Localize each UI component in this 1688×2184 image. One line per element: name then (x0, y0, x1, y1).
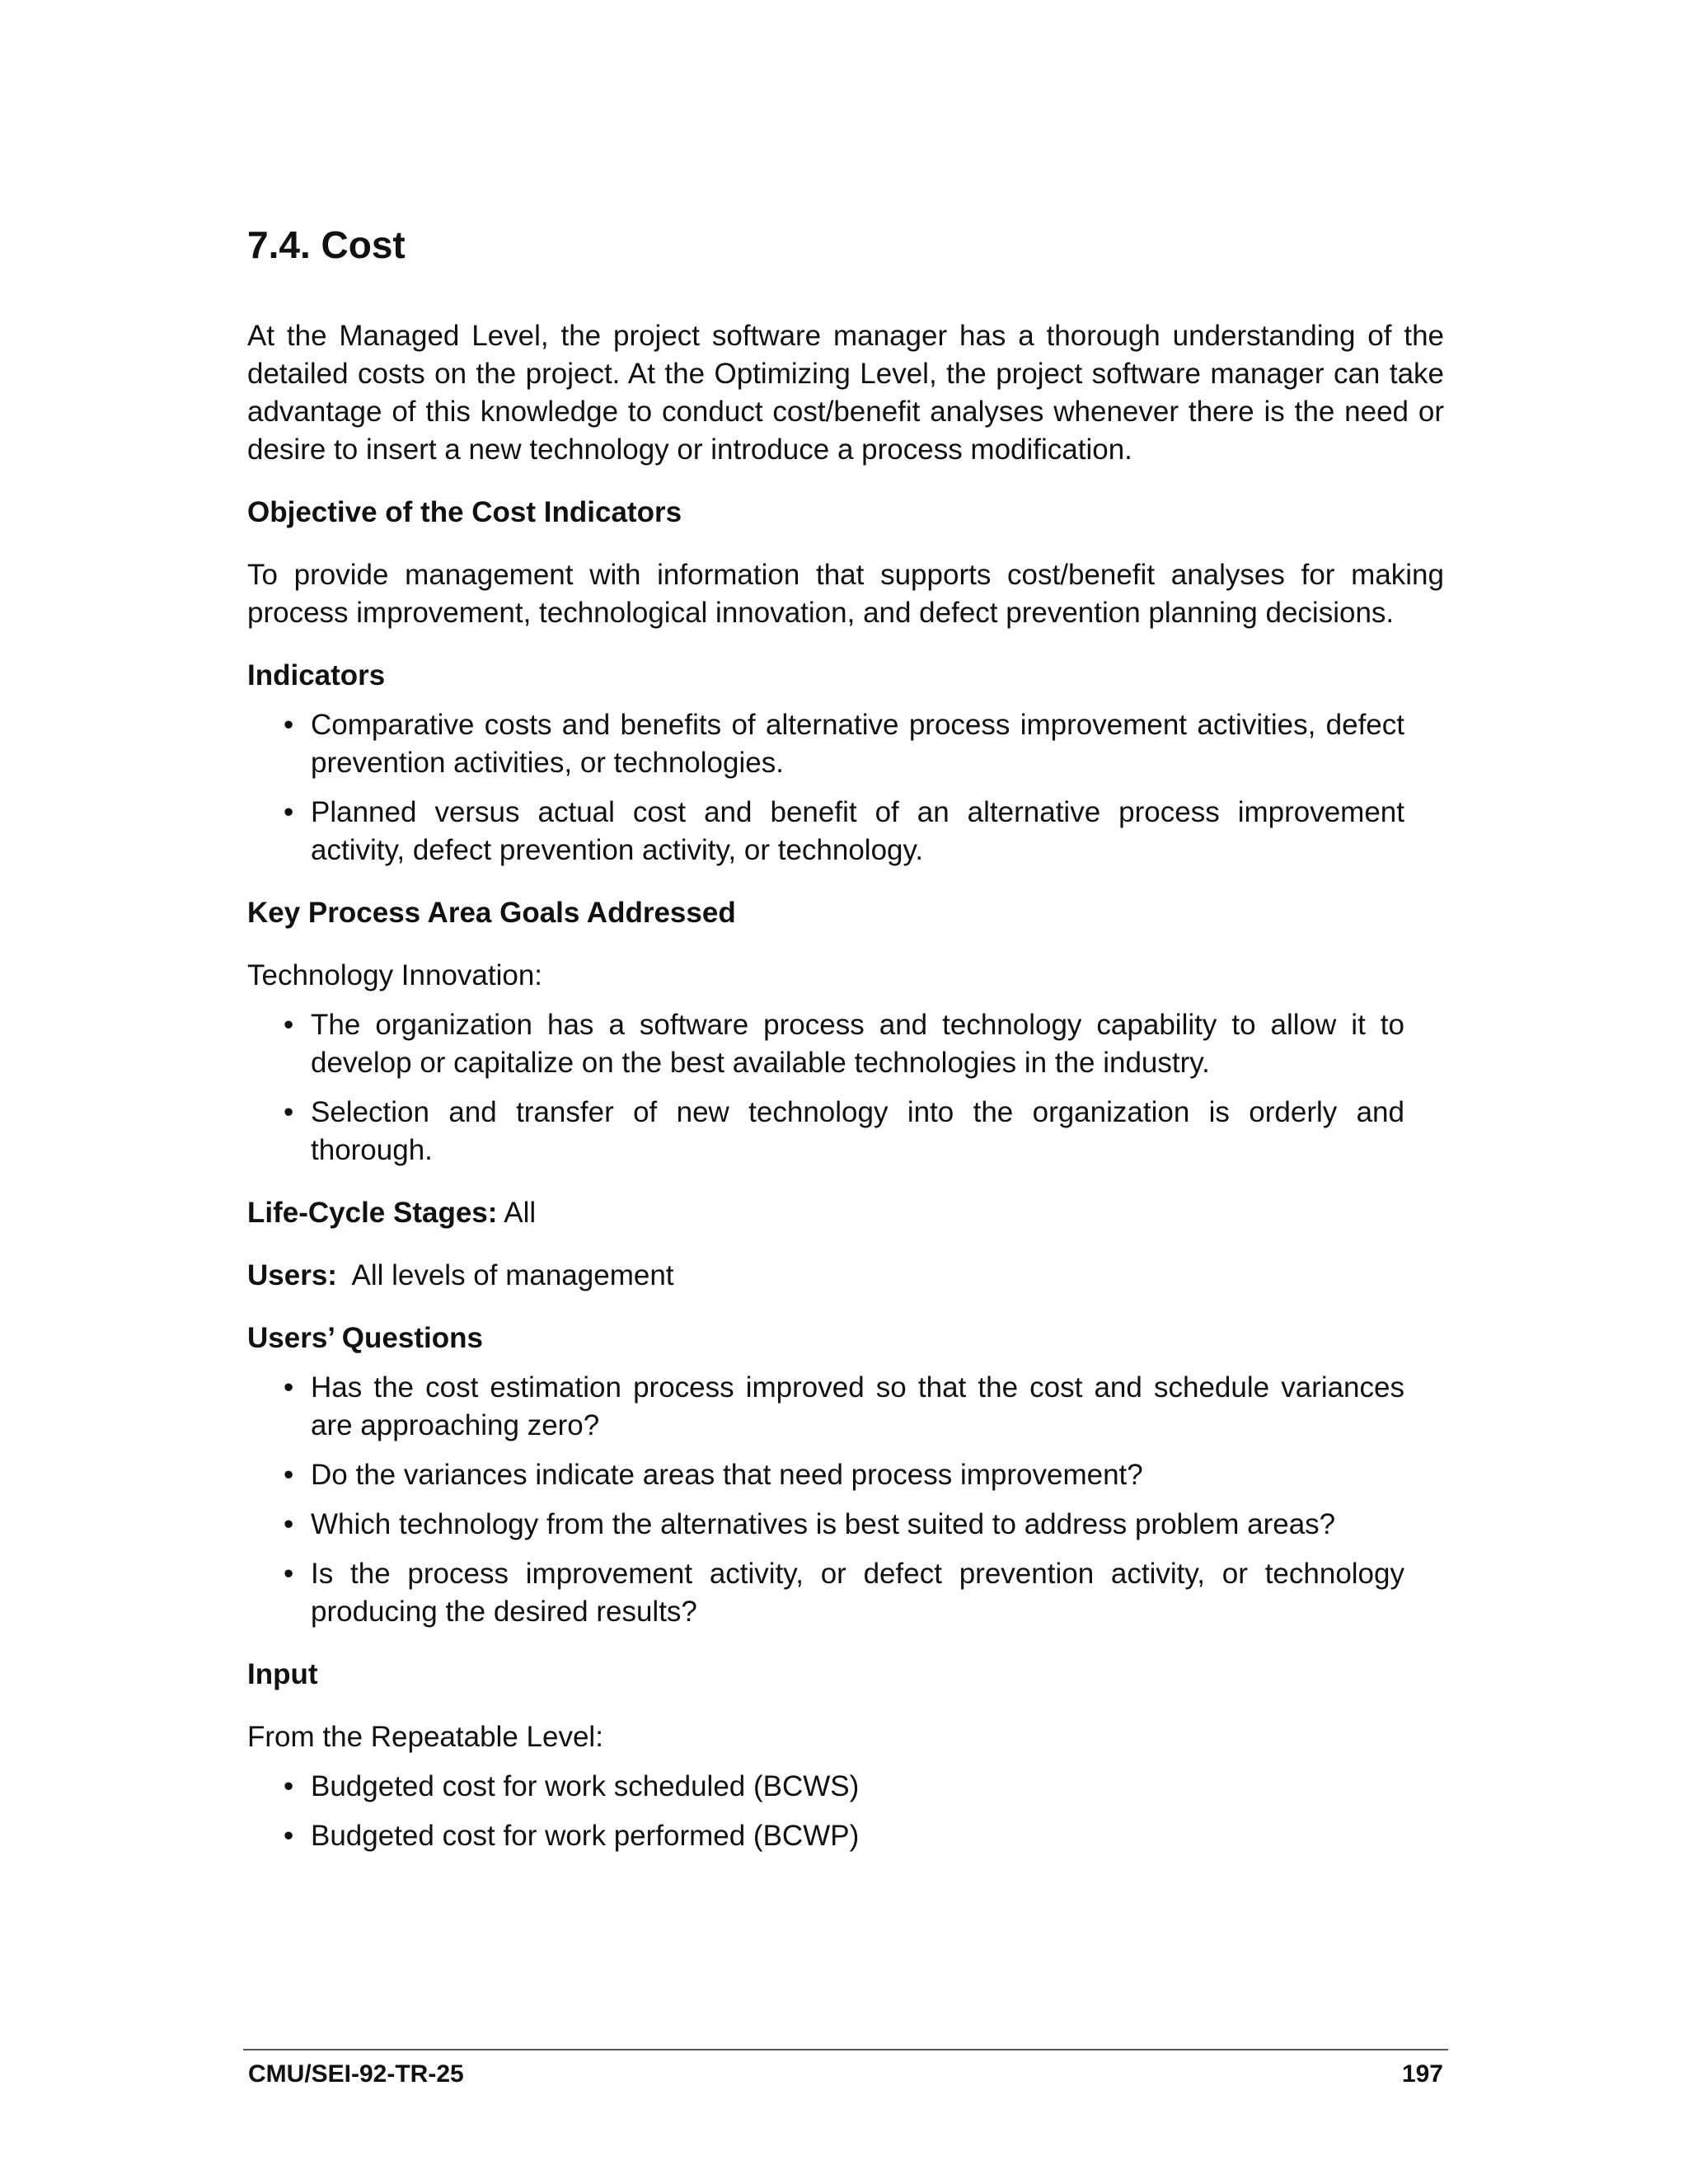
list-item (247, 1506, 1444, 1544)
bullet-icon: • (284, 709, 294, 742)
list-item (247, 1817, 1444, 1855)
list-item (247, 794, 1444, 869)
section-title: 7.4. Cost (247, 223, 406, 266)
goals-subheading: Technology Innovation: (247, 959, 543, 992)
bullet-icon: • (284, 1371, 294, 1404)
bullet-icon: • (284, 1009, 294, 1042)
input-subheading: From the Repeatable Level: (247, 1721, 603, 1754)
list-item (247, 1555, 1444, 1631)
users-value: All levels of management (336, 1259, 674, 1292)
users-label: Users: (247, 1259, 337, 1292)
questions-list (247, 1369, 1444, 1631)
input-list (247, 1768, 1444, 1855)
lifecycle-label: Life-Cycle Stages: (247, 1197, 498, 1230)
intro-paragraph: At the Managed Level, the project software manager has a thorough understanding of the detailed costs on the project. At the Optimizing Level, the project software manager can take advantage of this knowledge to conduct cost/benefit analyses whenever there is the need or desire to insert a new technology or introduce a process modification. (247, 320, 1444, 466)
list-item-text: Which technology from the alternatives is best suited to address problem areas? (311, 1508, 1336, 1541)
list-item-text: Planned versus actual cost and benefit of an alternative process improvement activity, defect prevention activity, or technology. (311, 796, 1404, 867)
page-footer (243, 2049, 1448, 2088)
list-item-text: Has the cost estimation process improved so that the cost and schedule variances are approaching zero? (311, 1371, 1404, 1442)
list-item (247, 1456, 1444, 1494)
goals-list (247, 1006, 1444, 1169)
list-item-text: Comparative costs and benefits of alternative process improvement activities, defect prevention activities, or technologies. (311, 709, 1404, 780)
list-item (247, 1369, 1444, 1445)
footer-page-number: 197 (1401, 2060, 1443, 2088)
users-line (247, 1257, 1444, 1295)
objective-heading: Objective of the Cost Indicators (247, 496, 682, 529)
questions-heading: Users’ Questions (247, 1322, 483, 1355)
bullet-icon: • (284, 1508, 294, 1541)
list-item-text: The organization has a software process and technology capability to allow it to develop or capitalize on the best available technologies in the industry. (311, 1009, 1404, 1080)
objective-paragraph: To provide management with information that supports cost/benefit analyses for making process improvement, technological innovation, and defect prevention planning decisions. (247, 559, 1444, 630)
document-page (247, 223, 1444, 1880)
goals-heading: Key Process Area Goals Addressed (247, 897, 736, 930)
bullet-icon: • (284, 1459, 294, 1492)
list-item (247, 1768, 1444, 1806)
bullet-icon: • (284, 1558, 294, 1591)
lifecycle-value: All (497, 1197, 537, 1230)
list-item (247, 1006, 1444, 1082)
list-item-text: Do the variances indicate areas that need process improvement? (311, 1459, 1143, 1492)
bullet-icon: • (284, 1770, 294, 1803)
indicators-heading: Indicators (247, 659, 386, 692)
list-item (247, 1094, 1444, 1169)
list-item-text: Selection and transfer of new technology into the organization is orderly and thorough. (311, 1096, 1404, 1167)
bullet-icon: • (284, 1820, 294, 1853)
input-heading: Input (247, 1658, 318, 1691)
list-item-text: Budgeted cost for work performed (BCWP) (311, 1820, 860, 1853)
list-item (247, 706, 1444, 782)
bullet-icon: • (284, 1096, 294, 1129)
list-item-text: Is the process improvement activity, or defect prevention activity, or technology producing the desired results? (311, 1558, 1404, 1629)
bullet-icon: • (284, 796, 294, 829)
list-item-text: Budgeted cost for work scheduled (BCWS) (311, 1770, 860, 1803)
footer-doc-id: CMU/SEI-92-TR-25 (248, 2060, 464, 2088)
indicators-list (247, 706, 1444, 869)
lifecycle-line (247, 1194, 1444, 1232)
